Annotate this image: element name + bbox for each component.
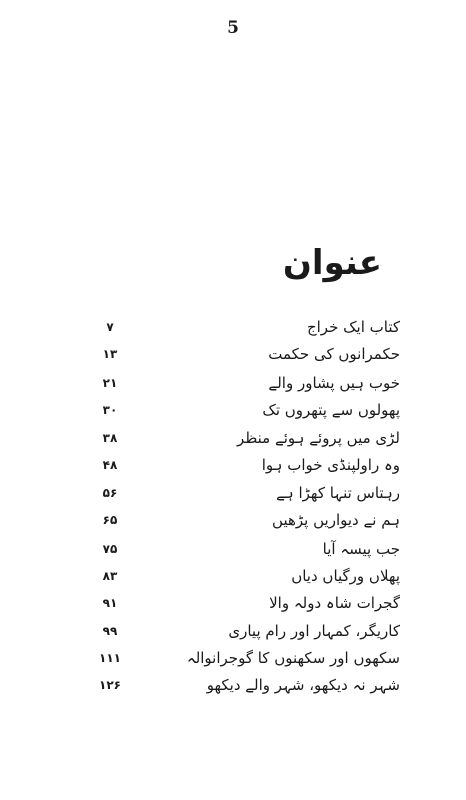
toc-entry-title: خوب ہیں پشاور والے	[268, 374, 400, 392]
toc-entry-title: شہر نہ دیکھو، شہر والے دیکھو	[206, 676, 400, 694]
toc-entry-title: ہم نے دیواریں پڑھیں	[272, 511, 400, 529]
toc-entry	[90, 673, 400, 699]
toc-entry-title: پھلاں ورگیاں دیاں	[291, 567, 400, 585]
toc-entry-title: گجرات شاہ دولہ والا	[269, 594, 400, 612]
toc-entry	[90, 619, 400, 645]
toc-entry	[90, 591, 400, 617]
toc-entry	[90, 371, 400, 397]
toc-entry	[90, 564, 400, 590]
toc-entry	[90, 342, 400, 368]
toc-entry	[90, 398, 400, 424]
toc-entry-page: ۱۳	[102, 347, 118, 361]
toc-entry	[90, 426, 400, 452]
toc-entry-title: حکمرانوں کی حکمت	[268, 345, 400, 363]
toc-entry-page: ۳۰	[102, 403, 118, 417]
table-of-contents	[90, 315, 400, 695]
toc-entry-page: ۵۶	[102, 486, 118, 500]
toc-entry	[90, 481, 400, 507]
toc-entry-title: لڑی میں پروئے ہوئے منظر	[237, 429, 400, 447]
toc-entry	[90, 646, 400, 672]
toc-entry-title: پھولوں سے پتھروں تک	[262, 401, 400, 419]
toc-entry-page: ۹۱	[102, 596, 118, 610]
contents-heading: عنوان	[282, 243, 382, 283]
toc-entry-title: کاریگر، کمہار اور رام پیاری	[228, 622, 400, 640]
toc-entry-page: ۷	[106, 320, 114, 334]
toc-entry-title: رہتاس تنہا کھڑا ہے	[276, 484, 400, 502]
toc-entry-page: ۲۱	[102, 376, 118, 390]
toc-entry-page: ۱۲۶	[99, 678, 121, 692]
toc-entry-page: ۸۳	[102, 569, 118, 583]
toc-entry-page: ۳۸	[102, 431, 118, 445]
toc-entry-title: وہ راولپنڈی خواب ہوا	[261, 456, 400, 474]
toc-entry-title: جب پیسہ آیا	[322, 540, 400, 558]
toc-entry-page: ۹۹	[102, 624, 118, 638]
toc-entry	[90, 537, 400, 563]
toc-entry-page: ۶۵	[102, 513, 118, 527]
page-number: 5	[227, 18, 239, 38]
toc-entry-page: ۴۸	[102, 458, 118, 472]
toc-entry	[90, 315, 400, 341]
toc-entry	[90, 508, 400, 534]
toc-entry-page: ۷۵	[102, 542, 118, 556]
toc-entry	[90, 453, 400, 479]
toc-entry-page: ۱۱۱	[99, 651, 121, 665]
toc-entry-title: سکھوں اور سکھنوں کا گوجرانوالہ	[186, 649, 400, 667]
toc-entry-title: کتاب ایک خراج	[306, 318, 400, 336]
